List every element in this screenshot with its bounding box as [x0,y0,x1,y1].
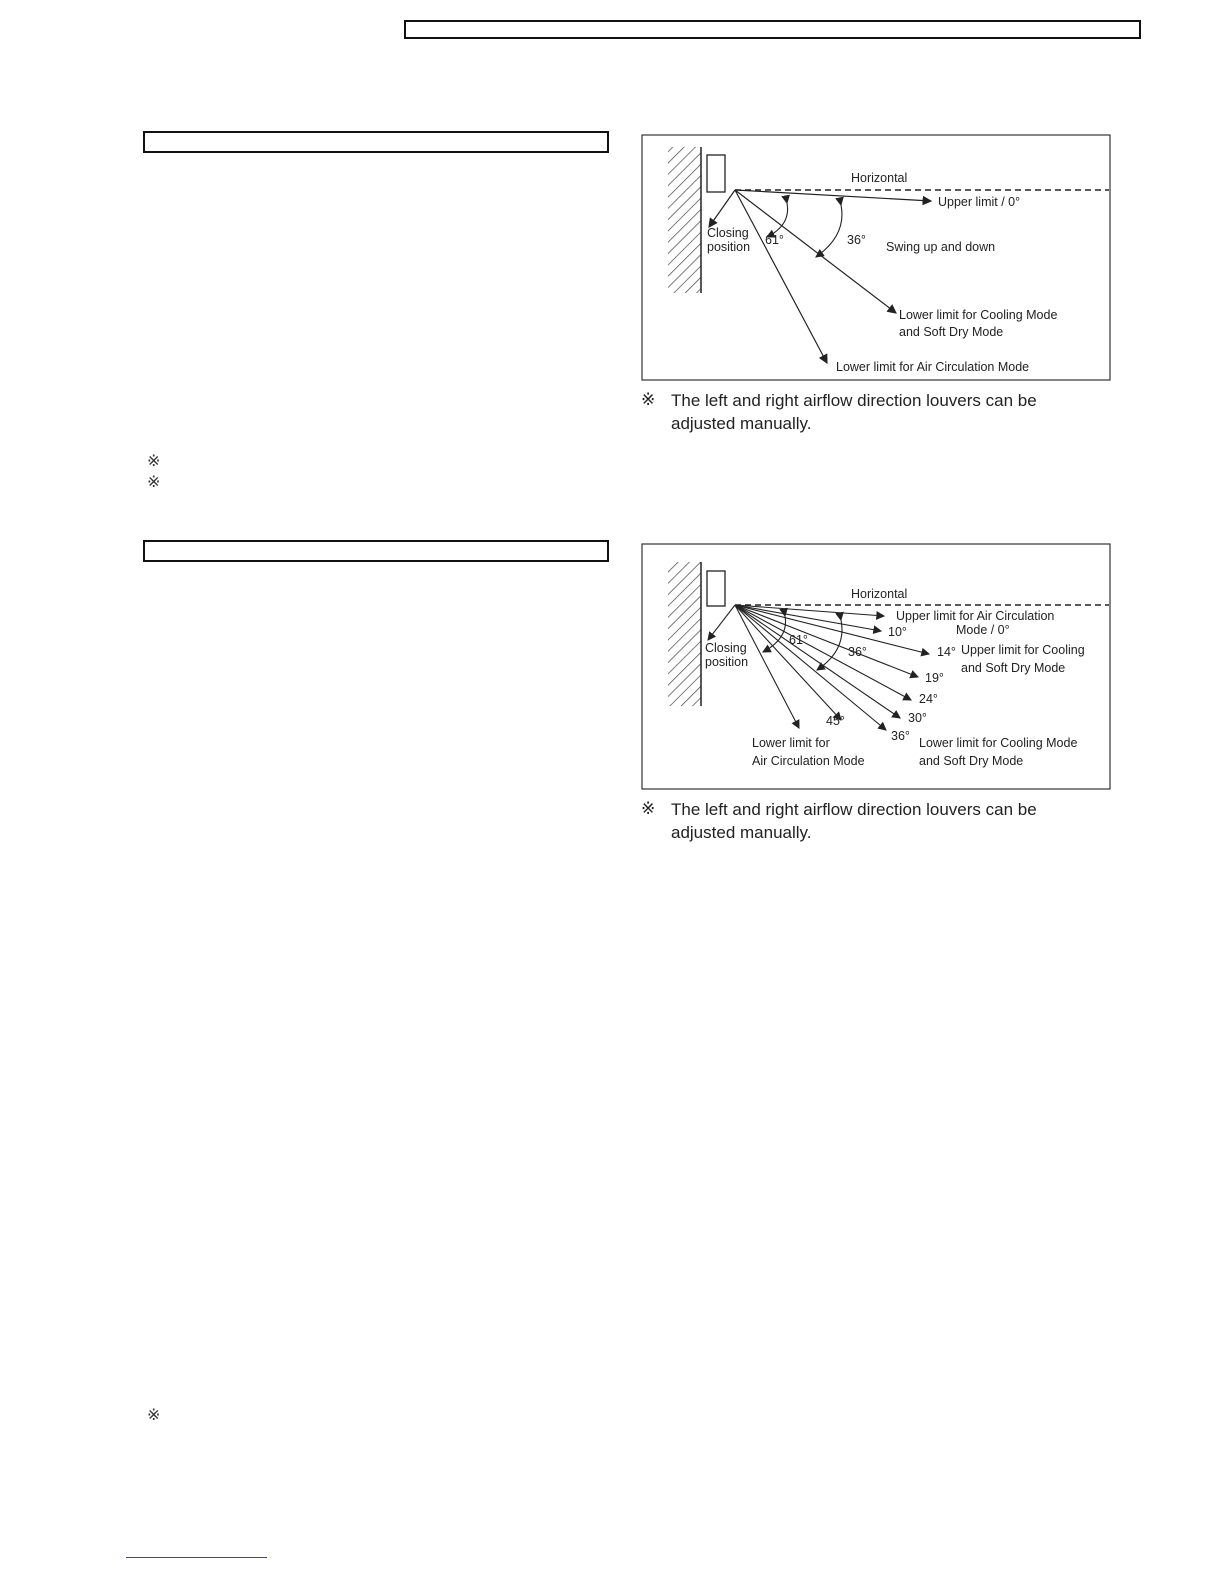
label-upper-air-1: Upper limit for Air Circulation [896,609,1055,623]
label-position-2: position [705,655,749,669]
footer-link-underline[interactable] [126,1557,267,1558]
label-a61: 61° [789,633,808,647]
label-upper-air-2: Mode / 0° [956,623,1010,637]
label-swing: Swing up and down [886,240,996,254]
label-a10: 10° [888,625,907,639]
label-a24: 24° [919,692,938,706]
label-lower-air-2a: Lower limit for [752,736,830,750]
label-lower-air-2b: Air Circulation Mode [752,754,865,768]
section-1-heading-box [143,131,609,153]
arrow-45deg [735,605,841,720]
label-upper-cool-2: and Soft Dry Mode [961,661,1066,675]
arrow-30deg [735,605,900,718]
upper-limit-arrow [735,190,931,201]
arrow-19deg [735,605,918,677]
note-mark-1b: ※ [147,472,161,491]
label-angle-36: 36° [847,233,866,247]
note-mark: ※ [641,390,656,410]
arrow-10deg [735,605,881,631]
note-1 [641,389,1071,435]
label-lower-cool-2b: and Soft Dry Mode [919,754,1024,768]
indoor-unit-2 [707,571,725,606]
label-a30: 30° [908,711,927,725]
indoor-unit [707,155,725,192]
label-upper-limit: Upper limit / 0° [938,195,1021,209]
section-2-heading-box [143,540,609,562]
label-angle-61: 61° [765,233,784,247]
label-position: position [707,240,751,254]
label-a19: 19° [925,671,944,685]
label-upper-cool-1: Upper limit for Cooling [961,643,1085,657]
label-horizontal: Horizontal [851,171,908,185]
label-closing-2: Closing [705,641,747,655]
note-1-text: The left and right airflow direction louvers can be adjusted manually. [671,391,1037,433]
label-closing: Closing [707,226,749,240]
note-2-text: The left and right airflow direction louvers can be adjusted manually. [671,800,1037,842]
label-a36b: 36° [891,729,910,743]
note-2 [641,798,1071,844]
airflow-diagram-1 [641,133,1111,383]
wall-hatch-2 [668,562,701,706]
header-title-bar [404,20,1141,39]
label-horizontal-2: Horizontal [851,587,908,601]
lower-cooling-arrow [735,190,896,313]
lower-air-arrow [735,190,827,363]
airflow-diagram-2 [641,542,1111,792]
arrow-closing-2 [708,605,735,640]
arrow-24deg [735,605,911,700]
label-a14: 14° [937,645,956,659]
label-lower-cooling-1: Lower limit for Cooling Mode [899,308,1058,322]
label-lower-air: Lower limit for Air Circulation Mode [836,360,1030,374]
note-mark: ※ [641,799,656,819]
note-mark-1a: ※ [147,451,161,470]
wall-hatch [668,147,701,293]
label-a45: 45° [826,714,845,728]
label-lower-cool-2a: Lower limit for Cooling Mode [919,736,1078,750]
label-a36: 36° [848,645,867,659]
closing-arrow [709,190,735,227]
note-mark-2a: ※ [147,1405,161,1424]
label-lower-cooling-2: and Soft Dry Mode [899,325,1004,339]
